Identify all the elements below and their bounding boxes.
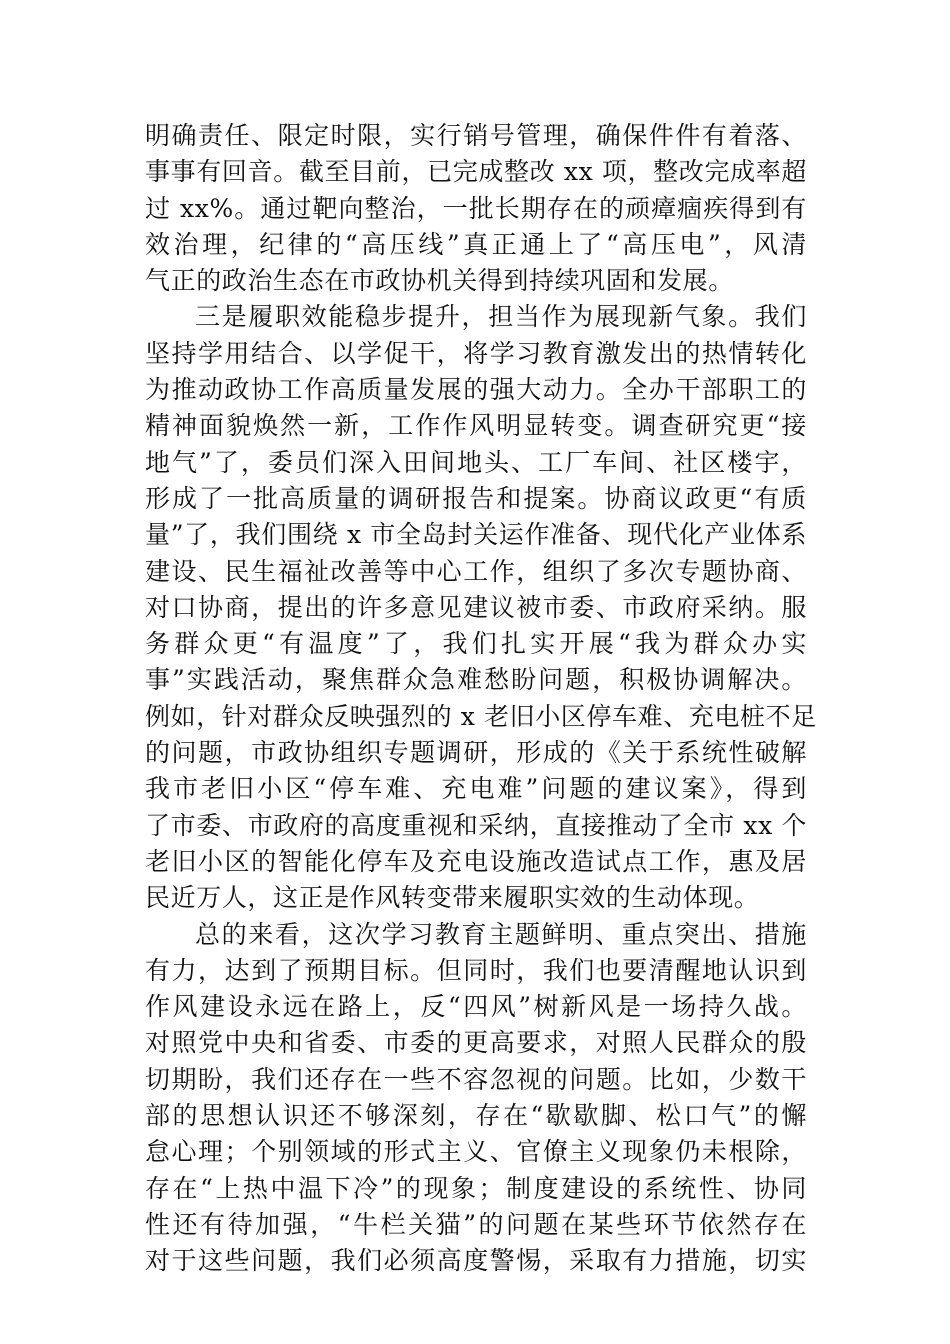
document-page <box>145 118 817 1280</box>
paragraph-1 <box>145 118 807 299</box>
text-line: 精神面貌焕然一新，工作作风明显转变。调查研究更“接 <box>145 411 807 441</box>
text-line: 怠心理；个别领域的形式主义、官僚主义现象仍未根除， <box>145 1137 807 1167</box>
text-line: 的问题，市政协组织专题调研，形成的《关于系统性破解 <box>145 738 807 768</box>
text-line: 气正的政治生态在市政协机关得到持续巩固和发展。 <box>145 266 734 296</box>
text-line: 民近万人，这正是作风转变带来履职实效的生动体现。 <box>145 883 760 913</box>
text-line: 坚持学用结合、以学促干，将学习教育激发出的热情转化 <box>145 338 807 368</box>
text-line: 三是履职效能稳步提升，担当作为展现新气象。我们 <box>195 302 807 332</box>
text-line: 总的来看，这次学习教育主题鲜明、重点突出、措施 <box>195 919 807 949</box>
text-line: 建设、民生福祉改善等中心工作，组织了多次专题协商、 <box>145 556 807 586</box>
text-line: 部的思想认识还不够深刻，存在“歇歇脚、松口气”的懈 <box>145 1101 807 1131</box>
paragraph-3 <box>145 917 807 1280</box>
text-line: 务群众更“有温度”了，我们扎实开展“我为群众办实 <box>145 629 807 659</box>
text-line: 例如，针对群众反映强烈的 x 老旧小区停车难、充电桩不足 <box>145 701 817 731</box>
text-line: 对口协商，提出的许多意见建议被市委、市政府采纳。服 <box>145 592 807 622</box>
text-line: 性还有待加强，“牛栏关猫”的问题在某些环节依然存在 <box>145 1209 807 1239</box>
text-line: 了市委、市政府的高度重视和采纳，直接推动了全市 xx 个 <box>145 810 807 840</box>
text-line: 事”实践活动，聚焦群众急难愁盼问题，积极协调解决。 <box>145 665 807 695</box>
text-line: 作风建设永远在路上，反“四风”树新风是一场持久战。 <box>145 992 807 1022</box>
text-line: 对照党中央和省委、市委的更高要求，对照人民群众的殷 <box>145 1028 807 1058</box>
text-line: 老旧小区的智能化停车及充电设施改造试点工作，惠及居 <box>145 846 807 876</box>
text-line: 量”了，我们围绕 x 市全岛封关运作准备、现代化产业体系 <box>145 520 807 550</box>
text-line: 有力，达到了预期目标。但同时，我们也要清醒地认识到 <box>145 955 807 985</box>
text-line: 形成了一批高质量的调研报告和提案。协商议政更“有质 <box>145 483 807 513</box>
text-line: 事事有回音。截至目前，已完成整改 xx 项，整改完成率超 <box>145 157 807 187</box>
text-line: 对于这些问题，我们必须高度警惕，采取有力措施，切实 <box>145 1246 807 1276</box>
text-line: 为推动政协工作高质量发展的强大动力。全办干部职工的 <box>145 375 807 405</box>
text-line: 明确责任、限定时限，实行销号管理，确保件件有着落、 <box>145 121 807 150</box>
text-line: 地气”了，委员们深入田间地头、工厂车间、社区楼宇， <box>145 447 807 477</box>
paragraph-2 <box>145 299 817 916</box>
text-line: 效治理，纪律的“高压线”真正通上了“高压电”，风清 <box>145 229 807 259</box>
text-line: 过 xx%。通过靶向整治，一批长期存在的顽瘴痼疾得到有 <box>145 193 807 223</box>
text-line: 切期盼，我们还存在一些不容忽视的问题。比如，少数干 <box>145 1064 807 1094</box>
text-line: 存在“上热中温下冷”的现象；制度建设的系统性、协同 <box>145 1173 807 1203</box>
text-line: 我市老旧小区“停车难、充电难”问题的建议案》，得到 <box>145 774 807 804</box>
